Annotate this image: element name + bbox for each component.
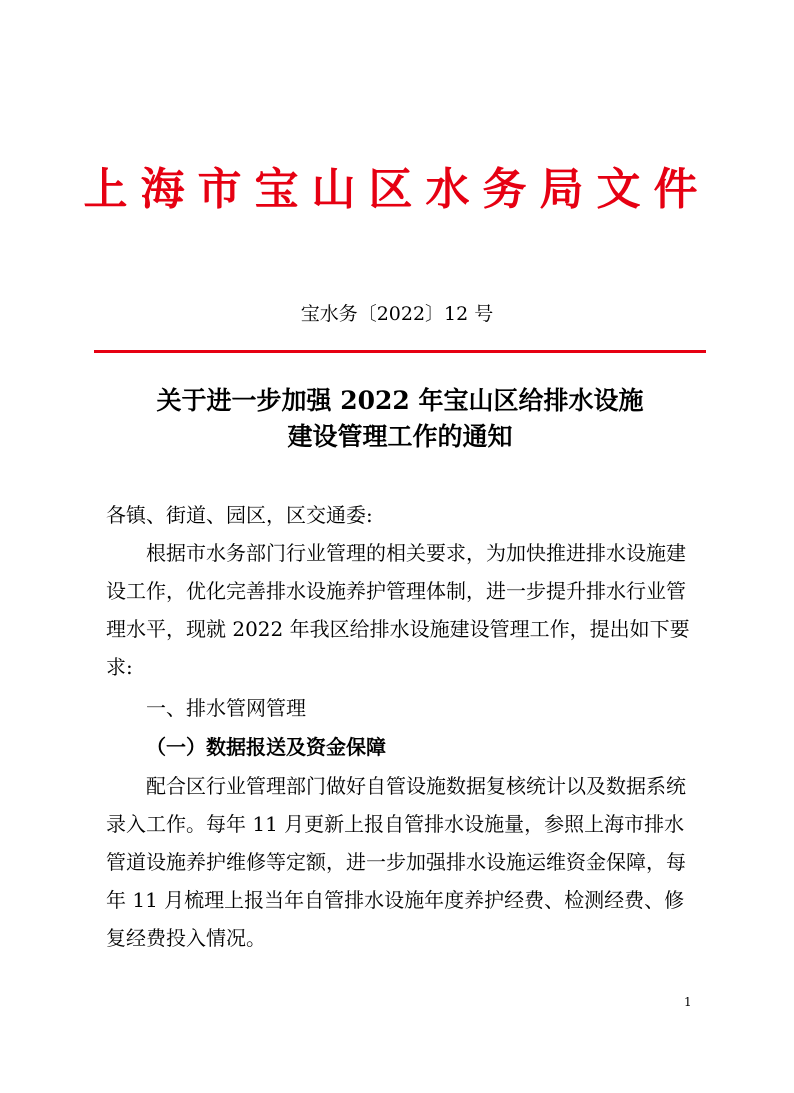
subsection-heading-1: （一）数据报送及资金保障	[146, 735, 386, 759]
body-paragraph-1: 根据市水务部门行业管理的相关要求，为加快推进排水设施建设工作，优化完善排水设施养护管理体制，进一步提升排水行业管理水平，现就 2022 年我区给排水设施建设管理工作，提出如下要求:	[106, 541, 690, 679]
body-paragraph-2: 配合区行业管理部门做好自管设施数据复核统计以及数据系统录入工作。每年 11 月更新上报自管排水设施量，参照上海市排水管道设施养护维修等定额，进一步加强排水设施运维资金保障，每年 11 月梳理上报当年自管排水设施年度养护经费、检测经费、修复经费投入情况。	[106, 774, 686, 950]
document-title	[90, 383, 710, 455]
red-separator-line	[94, 350, 706, 353]
page-number: 1	[684, 995, 692, 1009]
document-number: 宝水务〔2022〕12 号	[300, 303, 494, 325]
document-title-line-2: 建设管理工作的通知	[287, 422, 513, 451]
section-heading-1: 一、排水管网管理	[146, 696, 306, 720]
agency-header-title: 上海市宝山区水务局文件	[83, 164, 711, 215]
document-title-line-1: 关于进一步加强 2022 年宝山区给排水设施	[156, 386, 644, 415]
salutation: 各镇、街道、园区，区交通委:	[106, 503, 373, 527]
